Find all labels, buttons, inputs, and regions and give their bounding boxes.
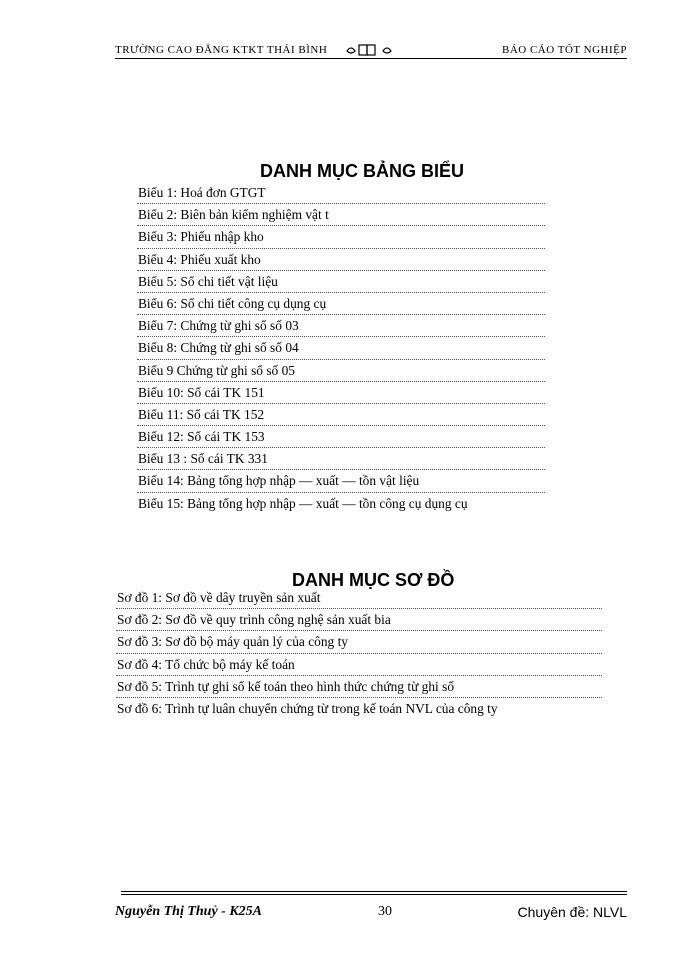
list-item: Biểu 14: Bảng tổng hợp nhập — xuất — tồn vật liệu bbox=[137, 470, 545, 492]
list-item: Sơ đồ 1: Sơ đồ về dây truyền sản xuất bbox=[116, 587, 602, 609]
list-item: Biểu 12: Sổ cái TK 153 bbox=[137, 426, 545, 448]
list-item: Biểu 13 : Sổ cái TK 331 bbox=[137, 448, 545, 470]
footer-divider bbox=[121, 891, 627, 892]
header-report: BÁO CÁO TỐT NGHIỆP bbox=[501, 44, 627, 56]
section-title-diagrams: DANH MỤC SƠ ĐỒ bbox=[292, 570, 455, 590]
page-header bbox=[115, 44, 627, 64]
page-footer bbox=[115, 891, 627, 931]
list-item: Biểu 8: Chứng từ ghi sổ số 04 bbox=[137, 337, 545, 359]
tables-list bbox=[137, 182, 545, 537]
list-item: Biểu 15: Bảng tổng hợp nhập — xuất — tồn công cụ dụng cụ bbox=[138, 495, 468, 511]
list-item: Sơ đồ 3: Sơ đồ bộ máy quản lý của công ty bbox=[116, 631, 602, 653]
header-school: TRƯỜNG CAO ĐẲNG KTKT THÁI BÌNH bbox=[115, 44, 328, 56]
list-item: Biểu 1: Hoá đơn GTGT bbox=[137, 182, 545, 204]
list-item: Biểu 5: Sổ chi tiết vật liệu bbox=[137, 271, 545, 293]
header-divider bbox=[115, 58, 627, 59]
list-item: Biểu 9 Chứng từ ghi sổ số 05 bbox=[137, 360, 545, 382]
book-ornament-icon bbox=[345, 42, 393, 58]
list-item: Sơ đồ 5: Trình tự ghi sổ kế toán theo hình thức chứng từ ghi sổ bbox=[116, 676, 602, 698]
list-item: Biểu 4: Phiếu xuất kho bbox=[137, 249, 545, 271]
footer-author: Nguyễn Thị Thuỷ - K25A bbox=[115, 904, 263, 919]
section-title-tables: DANH MỤC BẢNG BIỂU bbox=[260, 161, 464, 181]
diagrams-list bbox=[116, 587, 602, 720]
list-item: Biểu 2: Biên bản kiểm nghiệm vật t bbox=[137, 204, 545, 226]
list-item: Biểu 11: Sổ cái TK 152 bbox=[137, 404, 545, 426]
list-item: Sơ đồ 6: Trình tự luân chuyển chứng từ trong kế toán NVL của công ty bbox=[117, 700, 498, 716]
list-item: Biểu 10: Sổ cái TK 151 bbox=[137, 382, 545, 404]
page-number: 30 bbox=[378, 904, 392, 919]
list-item: Biểu 3: Phiếu nhập kho bbox=[137, 226, 545, 248]
list-item: Sơ đồ 2: Sơ đồ về quy trình công nghệ sản xuất bia bbox=[116, 609, 602, 631]
list-item: Sơ đồ 4: Tổ chức bộ máy kế toán bbox=[116, 654, 602, 676]
footer-divider bbox=[121, 894, 627, 895]
footer-topic: Chuyên đề: NLVL bbox=[517, 904, 627, 920]
list-item: Biểu 6: Sổ chi tiết công cụ dụng cụ bbox=[137, 293, 545, 315]
list-item: Biểu 7: Chứng từ ghi sổ số 03 bbox=[137, 315, 545, 337]
